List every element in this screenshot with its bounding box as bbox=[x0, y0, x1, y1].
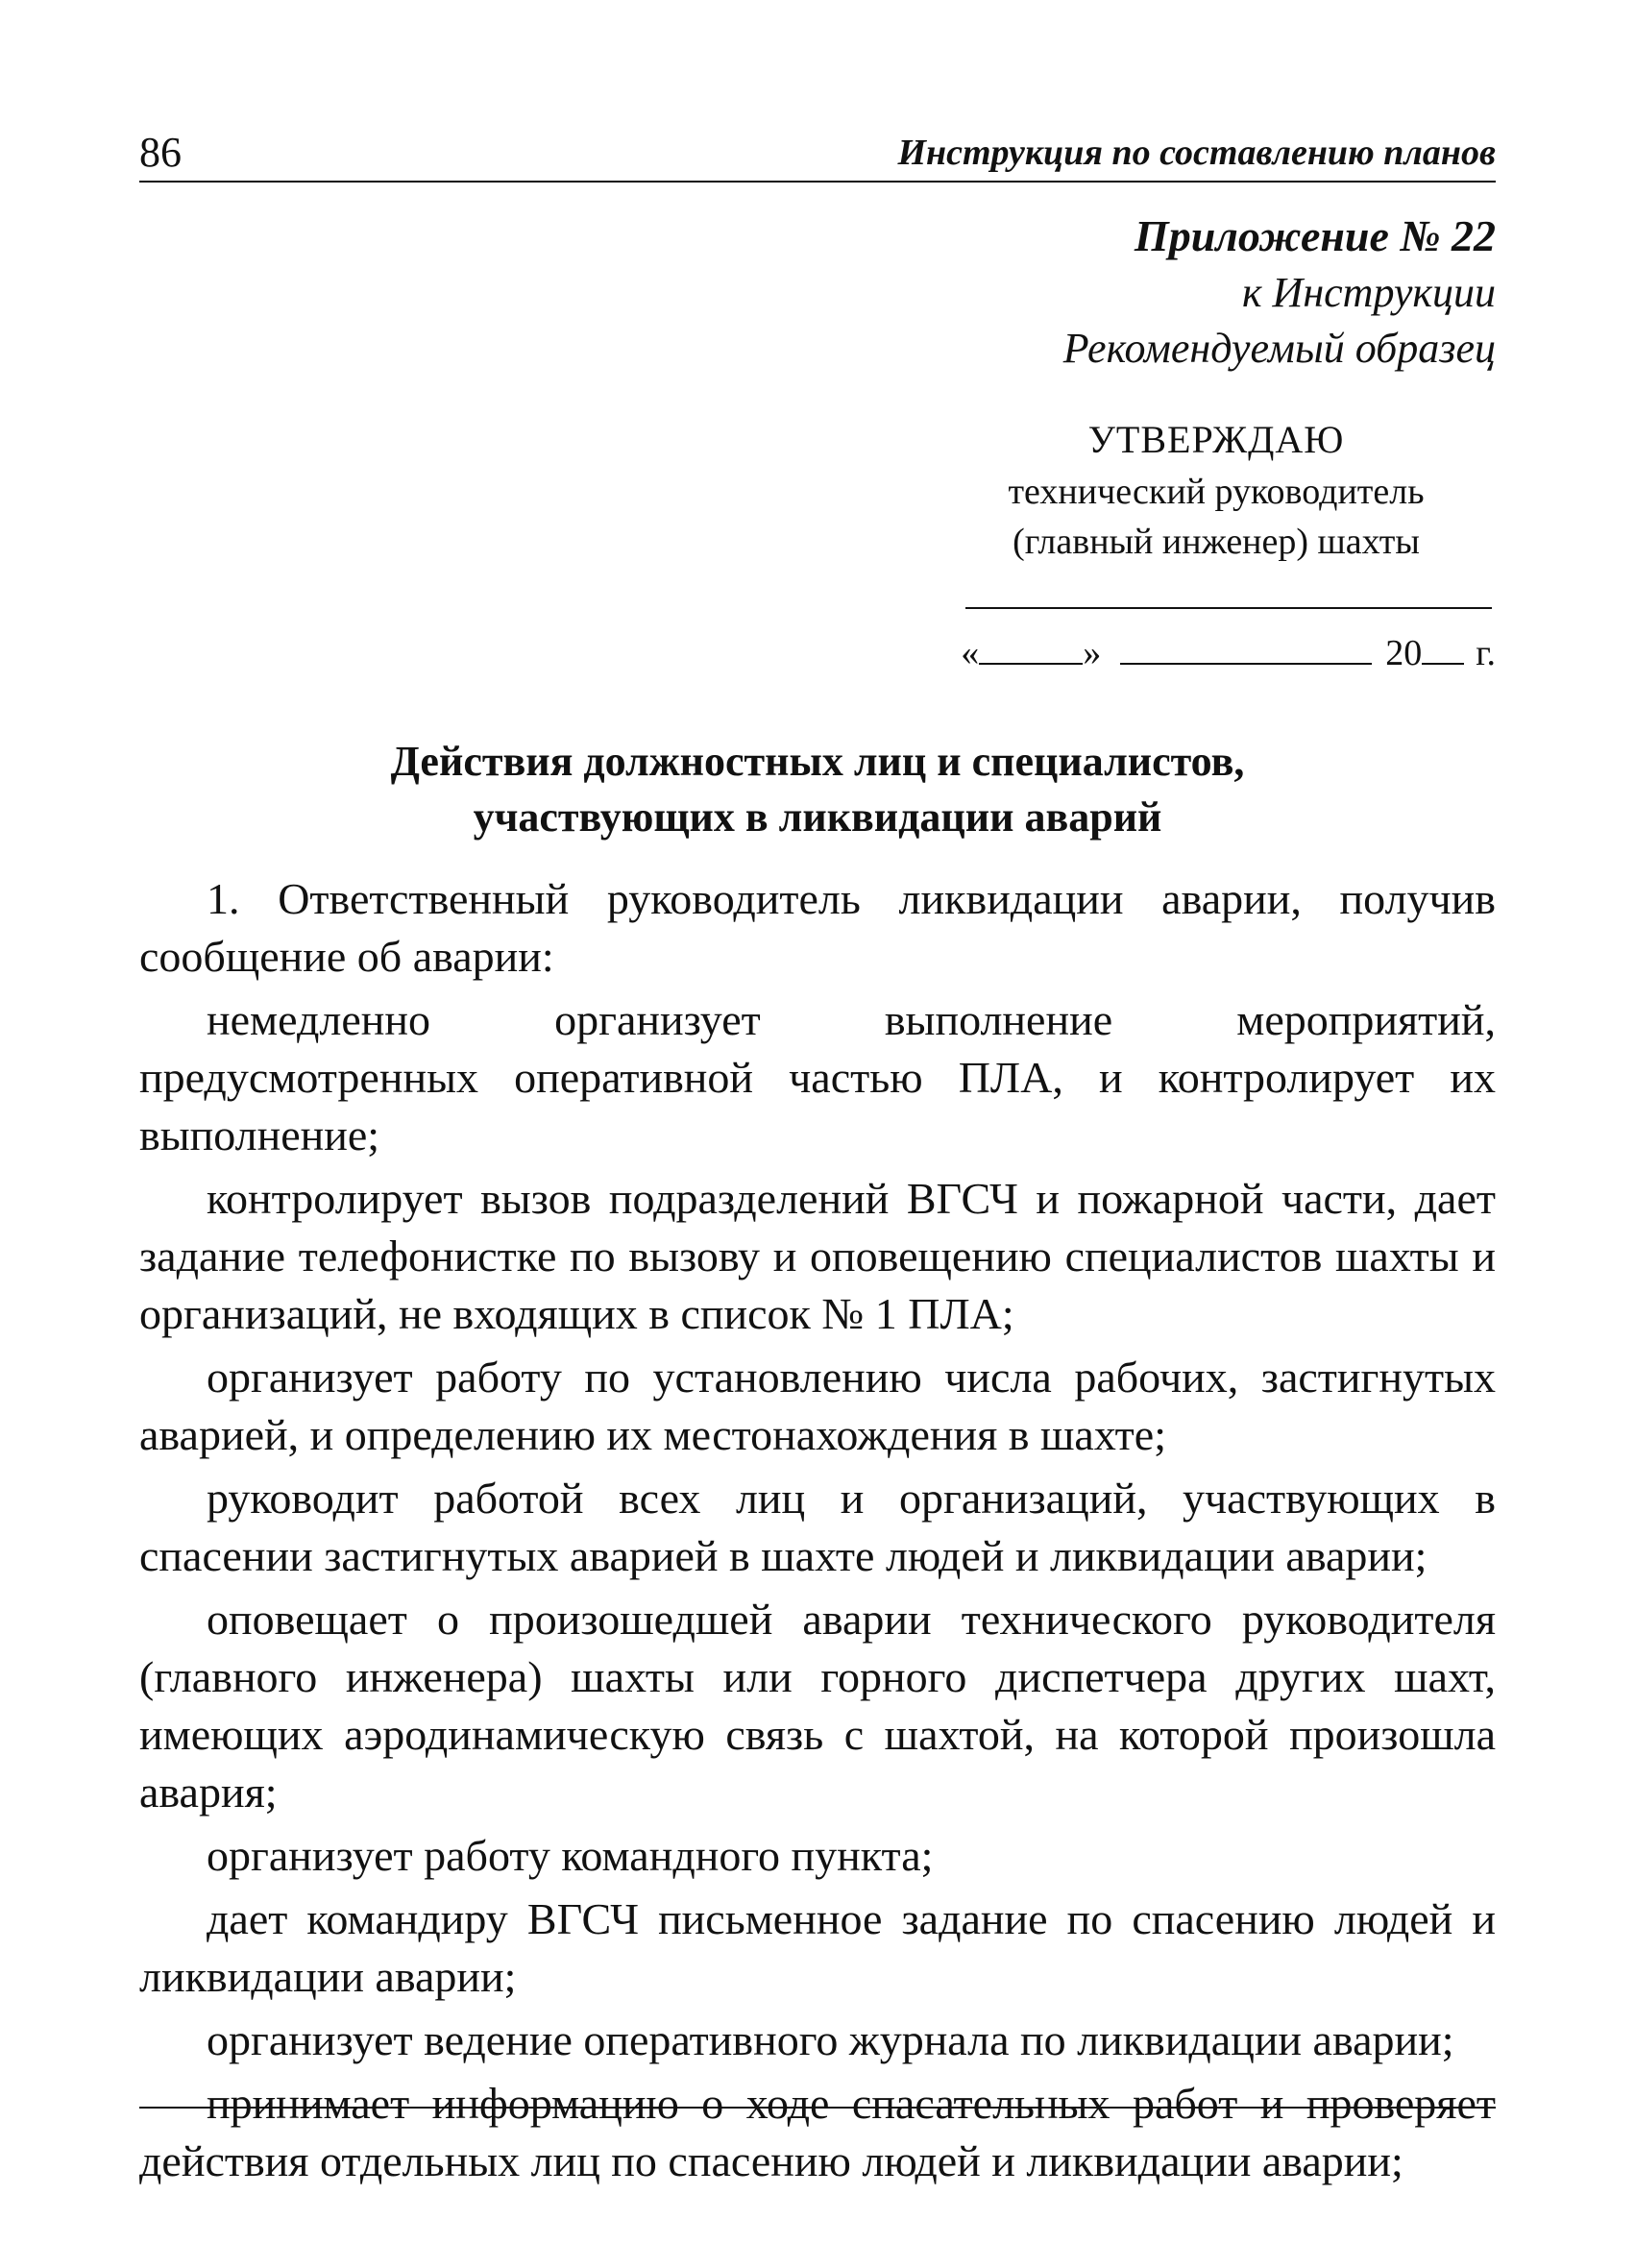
approval-role-line-1: технический руководитель bbox=[1008, 472, 1425, 512]
document-title-line-1: Действия должностных лиц и специалистов, bbox=[390, 738, 1245, 785]
date-year-prefix: 20 bbox=[1385, 633, 1423, 673]
running-header bbox=[139, 125, 1496, 183]
appendix-block bbox=[139, 207, 1496, 377]
paragraph: немедленно организует выполнение мероприятий, предусмотренных оперативной частью ПЛА, и контролирует их выполнение; bbox=[139, 995, 1496, 1159]
appendix-sample-note: Рекомендуемый образец bbox=[1062, 325, 1496, 372]
paragraph: организует ведение оперативного журнала по ликвидации аварии; bbox=[207, 2015, 1454, 2064]
paragraph: руководит работой всех лиц и организаций, участвующих в спасении застигнутых аварией в шахте людей и ликвидации аварии; bbox=[139, 1474, 1496, 1580]
paragraph: контролирует вызов подразделений ВГСЧ и пожарной части, дает задание телефонистке по вызову и оповещению специалистов шахты и организаций, не входящих в список № 1 ПЛА; bbox=[139, 1174, 1496, 1338]
date-year-suffix: г. bbox=[1476, 633, 1496, 673]
approval-heading: УТВЕРЖДАЮ bbox=[1087, 418, 1345, 461]
appendix-reference: к Инструкции bbox=[1241, 269, 1496, 316]
paragraph: организует работу командного пункта; bbox=[207, 1831, 934, 1880]
page-number: 86 bbox=[139, 129, 182, 176]
approval-block bbox=[937, 413, 1496, 676]
body-text bbox=[139, 870, 1496, 2190]
signature-line bbox=[965, 607, 1492, 609]
date-close-quote: » bbox=[1083, 633, 1102, 673]
running-title: Инструкция по составлению планов bbox=[897, 133, 1496, 173]
paragraph: организует работу по установлению числа рабочих, застигнутых аварией, и определению их местонахождения в шахте; bbox=[139, 1353, 1496, 1459]
paragraph: 1. Ответственный руководитель ликвидации аварии, получив сообщение об аварии: bbox=[139, 874, 1496, 981]
document-title-line-2: участвующих в ликвидации аварий bbox=[473, 793, 1162, 841]
date-day-blank bbox=[979, 634, 1083, 665]
paragraph: дает командиру ВГСЧ письменное задание по спасению людей и ликвидации аварии; bbox=[139, 1894, 1496, 2001]
date-year-blank bbox=[1422, 634, 1464, 665]
date-month-blank bbox=[1120, 634, 1372, 665]
footer-rule bbox=[139, 2107, 1496, 2109]
date-line bbox=[937, 630, 1496, 676]
document-page bbox=[139, 125, 1496, 2196]
paragraph: принимает информацию о ходе спасательных работ и проверяет действия отдельных лиц по спасению людей и ликвидации аварии; bbox=[139, 2079, 1496, 2185]
paragraph: оповещает о произошедшей аварии технического руководителя (главного инженера) шахты или горного диспетчера других шахт, имеющих аэродинамическую связь с шахтой, на которой произошла авария; bbox=[139, 1595, 1496, 1817]
document-title bbox=[139, 734, 1496, 845]
date-open-quote: « bbox=[961, 633, 980, 673]
appendix-number: Приложение № 22 bbox=[1134, 211, 1496, 260]
approval-role-line-2: (главный инженер) шахты bbox=[1013, 522, 1420, 562]
